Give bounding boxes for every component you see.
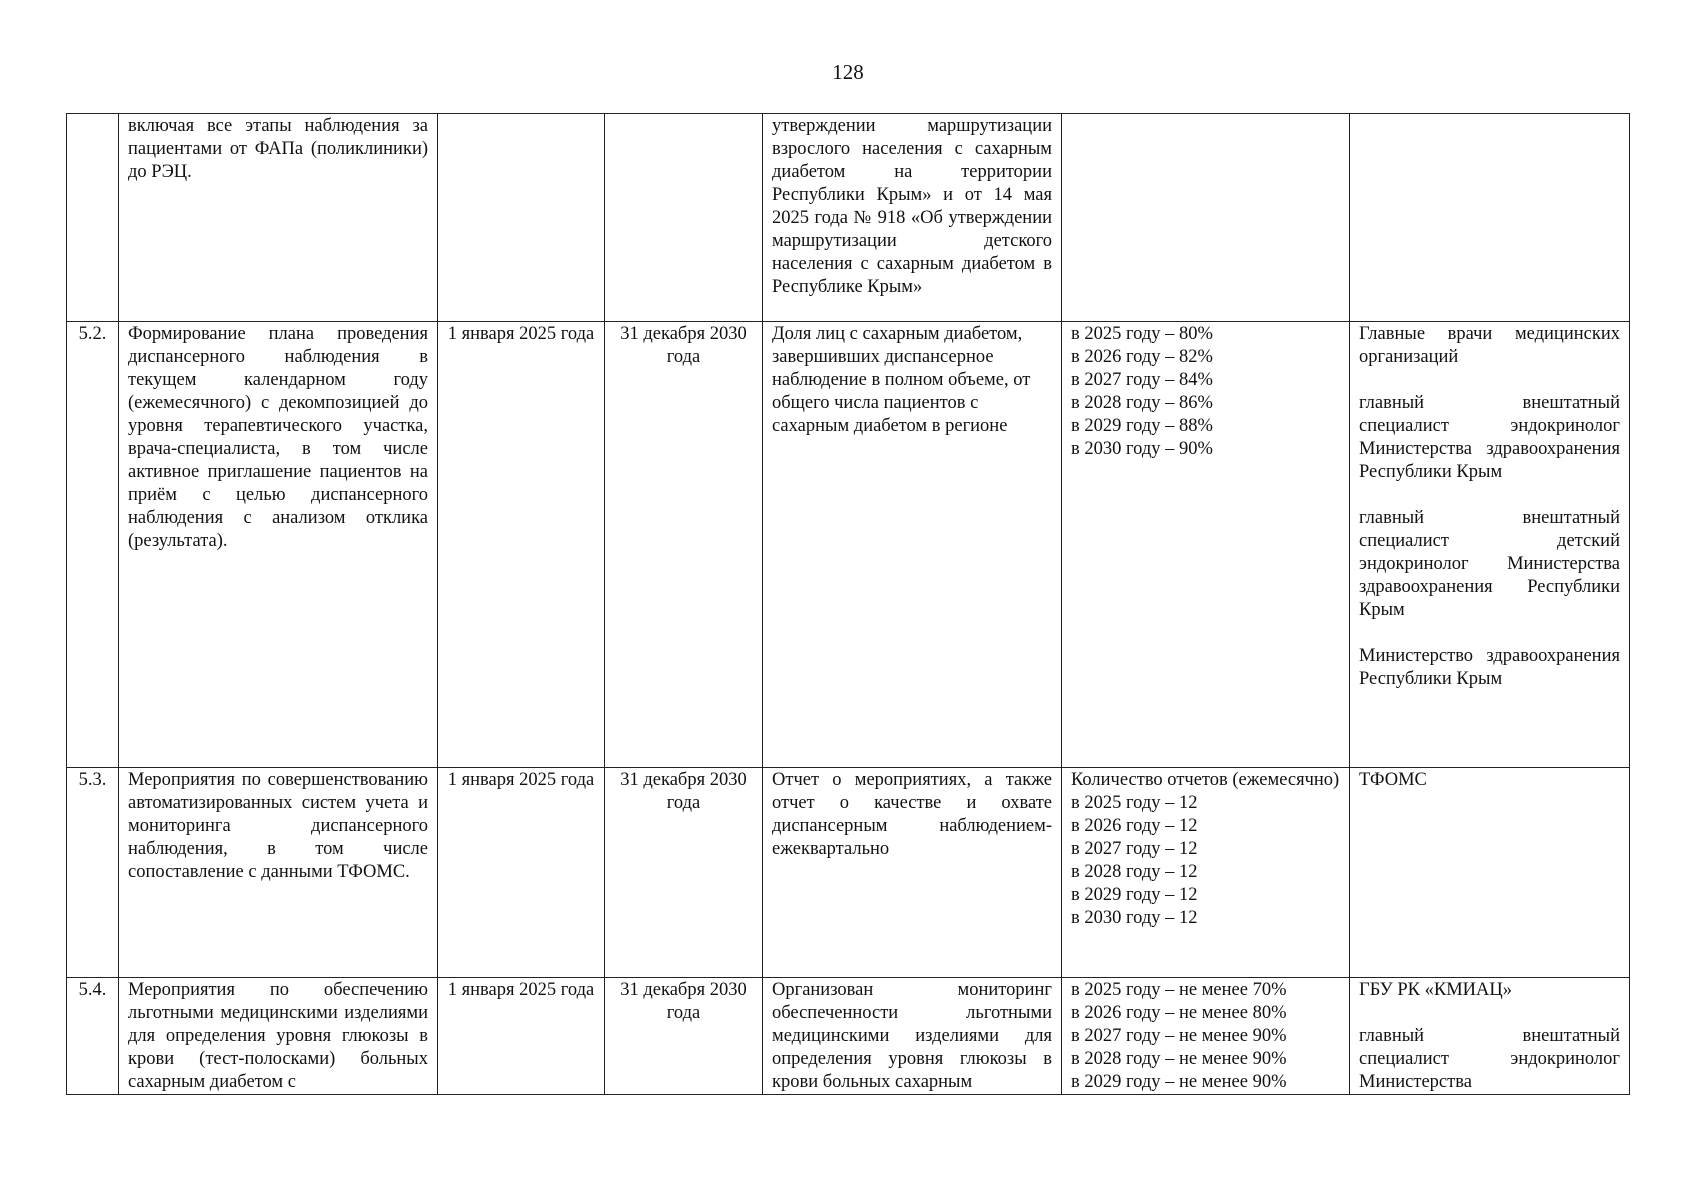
row-number-cell: 5.3. [67,768,119,978]
responsible-entry: главный внештатный специалист детский эндокринолог Министерства здравоохранения Республики Крым [1359,508,1620,620]
responsible-entry: главный внештатный специалист эндокринолог Министерства [1359,1026,1620,1092]
targets-cell [1062,114,1350,322]
start-date-cell: 1 января 2025 года [438,322,605,768]
table-row [67,322,1630,768]
responsible-cell [1350,768,1630,978]
target-line: в 2028 году – 86% [1071,393,1213,413]
indicator-cell: Организован мониторинг обеспеченности льготными медицинскими изделиями для определения уровня глюкозы в крови больных сахарным [763,978,1062,1095]
responsible-cell [1350,114,1630,322]
activity-cell: Мероприятия по обеспечению льготными медицинскими изделиями для определения уровня глюкозы в крови (тест-полосками) больных сахарным диабетом с [119,978,438,1095]
target-line: в 2026 году – не менее 80% [1071,1003,1287,1023]
start-date-cell: 1 января 2025 года [438,978,605,1095]
end-date-cell: 31 декабря 2030 года [605,322,763,768]
targets-cell [1062,978,1350,1095]
target-line: в 2029 году – 12 [1071,885,1198,905]
responsible-entry: ТФОМС [1359,770,1427,790]
table-row [67,978,1630,1095]
responsible-cell [1350,322,1630,768]
indicator-cell: Доля лиц с сахарным диабетом, завершивших диспансерное наблюдение в полном объеме, от общего числа пациентов с сахарным диабетом в регионе [763,322,1062,768]
row-number-cell: 5.4. [67,978,119,1095]
target-line: в 2028 году – не менее 90% [1071,1049,1287,1069]
target-line: в 2028 году – 12 [1071,862,1198,882]
targets-cell [1062,768,1350,978]
responsible-entry: Главные врачи медицинских организаций [1359,324,1620,367]
responsible-entry: ГБУ РК «КМИАЦ» [1359,980,1513,1000]
end-date-cell: 31 декабря 2030 года [605,768,763,978]
row-number-cell [67,114,119,322]
target-line: в 2025 году – 12 [1071,793,1198,813]
target-line: в 2026 году – 12 [1071,816,1198,836]
plan-table [66,113,1630,1095]
end-date-cell [605,114,763,322]
target-line: в 2027 году – 12 [1071,839,1198,859]
table-row [67,114,1630,322]
responsible-entry: Министерство здравоохранения Республики Крым [1359,646,1620,689]
targets-cell [1062,322,1350,768]
activity-cell: включая все этапы наблюдения за пациентами от ФАПа (поликлиники) до РЭЦ. [119,114,438,322]
target-line: в 2027 году – 84% [1071,370,1213,390]
target-line: в 2027 году – не менее 90% [1071,1026,1287,1046]
activity-cell: Мероприятия по совершенствованию автоматизированных систем учета и мониторинга диспансерного наблюдения, в том числе сопоставление с данными ТФОМС. [119,768,438,978]
responsible-cell [1350,978,1630,1095]
target-line: в 2029 году – 88% [1071,416,1213,436]
indicator-cell: утверждении маршрутизации взрослого населения с сахарным диабетом на территории Республики Крым» и от 14 мая 2025 года № 918 «Об утверждении маршрутизации детского населения с сахарным диабетом в Республике Крым» [763,114,1062,322]
target-line: в 2030 году – 90% [1071,439,1213,459]
indicator-cell: Отчет о мероприятиях, а также отчет о качестве и охвате диспансерным наблюдением-ежеквартально [763,768,1062,978]
responsible-entry: главный внештатный специалист эндокринолог Министерства здравоохранения Республики Крым [1359,393,1620,482]
target-line: в 2029 году – не менее 90% [1071,1072,1287,1092]
end-date-cell: 31 декабря 2030 года [605,978,763,1095]
target-line: в 2026 году – 82% [1071,347,1213,367]
target-line: в 2025 году – не менее 70% [1071,980,1287,1000]
row-number-cell: 5.2. [67,322,119,768]
table-row [67,768,1630,978]
start-date-cell [438,114,605,322]
activity-cell: Формирование плана проведения диспансерного наблюдения в текущем календарном году (ежемесячного) с декомпозицией до уровня терапевтического участка, врача-специалиста, в том числе активное приглашение пациентов на приём с целью диспансерного наблюдения с анализом отклика (результата). [119,322,438,768]
page-number: 128 [832,60,864,84]
target-line: в 2025 году – 80% [1071,324,1213,344]
start-date-cell: 1 января 2025 года [438,768,605,978]
targets-header: Количество отчетов (ежемесячно) [1071,770,1340,790]
target-line: в 2030 году – 12 [1071,908,1198,928]
